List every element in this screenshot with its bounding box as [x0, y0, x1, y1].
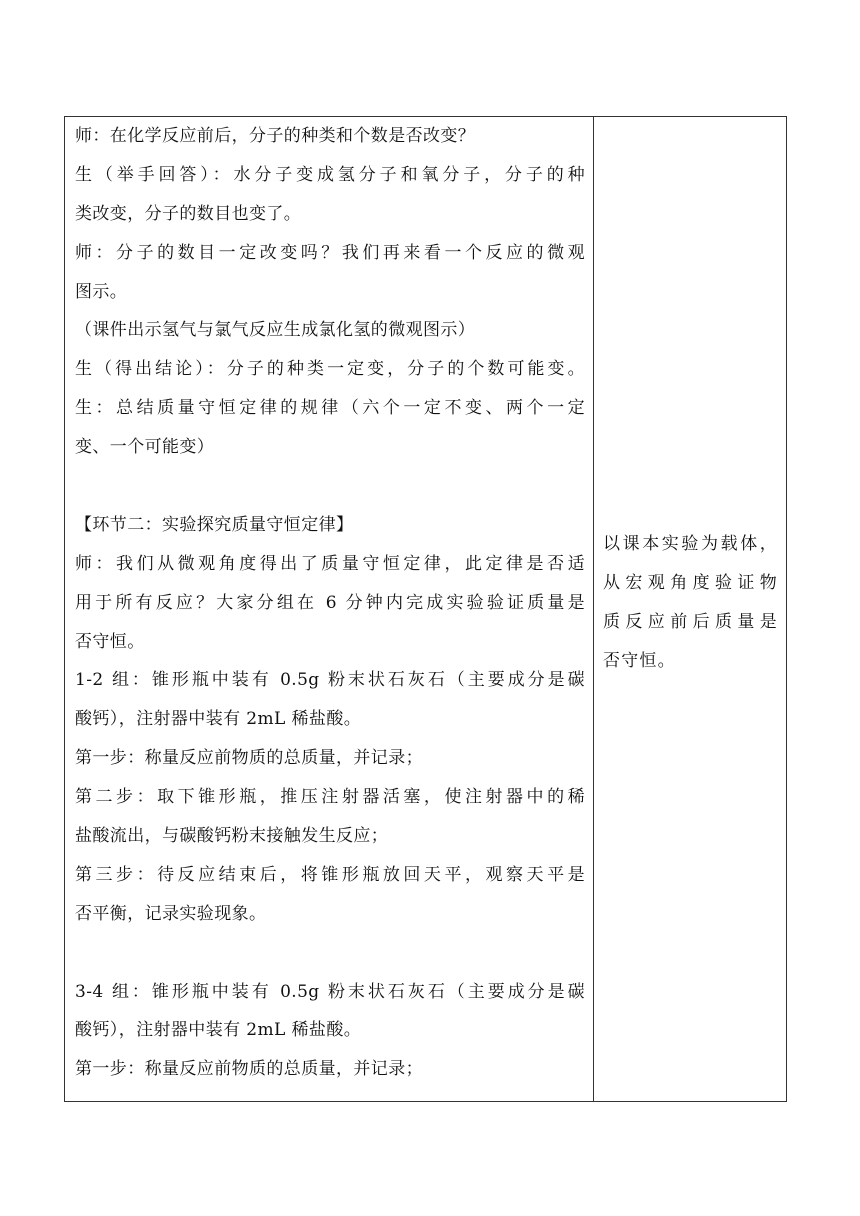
text-line: 变、一个可能变）	[75, 437, 215, 458]
teaching-process-cell	[65, 117, 594, 1101]
text-line: 第三步：待反应结束后，将锥形瓶放回天平，观察天平是	[75, 864, 585, 885]
text-line: 生（举手回答）：水分子变成氢分子和氧分子，分子的种	[75, 164, 585, 185]
lesson-table	[64, 116, 787, 1102]
text-line: 用于所有反应？大家分组在 6 分钟内完成实验验证质量是	[75, 592, 585, 613]
text-line: 否平衡，记录实验现象。	[75, 903, 267, 924]
design-intent-cell	[594, 117, 786, 1101]
side-text-line: 以课本实验为载体，	[603, 534, 778, 554]
text-line: 生（得出结论）：分子的种类一定变，分子的个数可能变。	[75, 359, 585, 380]
side-text-line: 否守恒。	[603, 650, 676, 671]
text-line: 第一步：称量反应前物质的总质量，并记录；	[75, 748, 423, 769]
text-line: 师：分子的数目一定改变吗？我们再来看一个反应的微观	[75, 242, 585, 263]
text-line: 1-2 组：锥形瓶中装有 0.5g 粉末状石灰石（主要成分是碳	[75, 670, 585, 691]
text-line: 生：总结质量守恒定律的规律（六个一定不变、两个一定	[75, 398, 585, 419]
text-line: （课件出示氢气与氯气反应生成氯化氢的微观图示）	[75, 320, 476, 341]
text-line: 盐酸流出，与碳酸钙粉末接触发生反应；	[75, 826, 389, 847]
text-line: 【环节二：实验探究质量守恒定律】	[75, 514, 354, 535]
text-line: 否守恒。	[75, 631, 145, 652]
text-line: 第一步：称量反应前物质的总质量，并记录；	[75, 1059, 423, 1080]
side-spacer	[603, 117, 778, 525]
side-text-line: 质反应前后质量是	[603, 611, 778, 632]
side-text-line: 从宏观角度验证物	[603, 572, 778, 593]
text-line: 图示。	[75, 281, 128, 302]
blank-line	[75, 467, 585, 506]
text-line: 酸钙），注射器中装有 2mL 稀盐酸。	[75, 709, 362, 730]
text-line: 类改变，分子的数目也变了。	[75, 203, 302, 224]
text-line: 师：我们从微观角度得出了质量守恒定律，此定律是否适	[75, 553, 585, 574]
blank-line	[75, 934, 585, 973]
text-line: 第二步：取下锥形瓶，推压注射器活塞，使注射器中的稀	[75, 787, 585, 808]
text-line: 师：在化学反应前后，分子的种类和个数是否改变？	[75, 126, 476, 146]
design-intent-text	[603, 525, 778, 681]
text-line: 酸钙），注射器中装有 2mL 稀盐酸。	[75, 1020, 362, 1041]
text-line: 3-4 组：锥形瓶中装有 0.5g 粉末状石灰石（主要成分是碳	[75, 981, 585, 1002]
